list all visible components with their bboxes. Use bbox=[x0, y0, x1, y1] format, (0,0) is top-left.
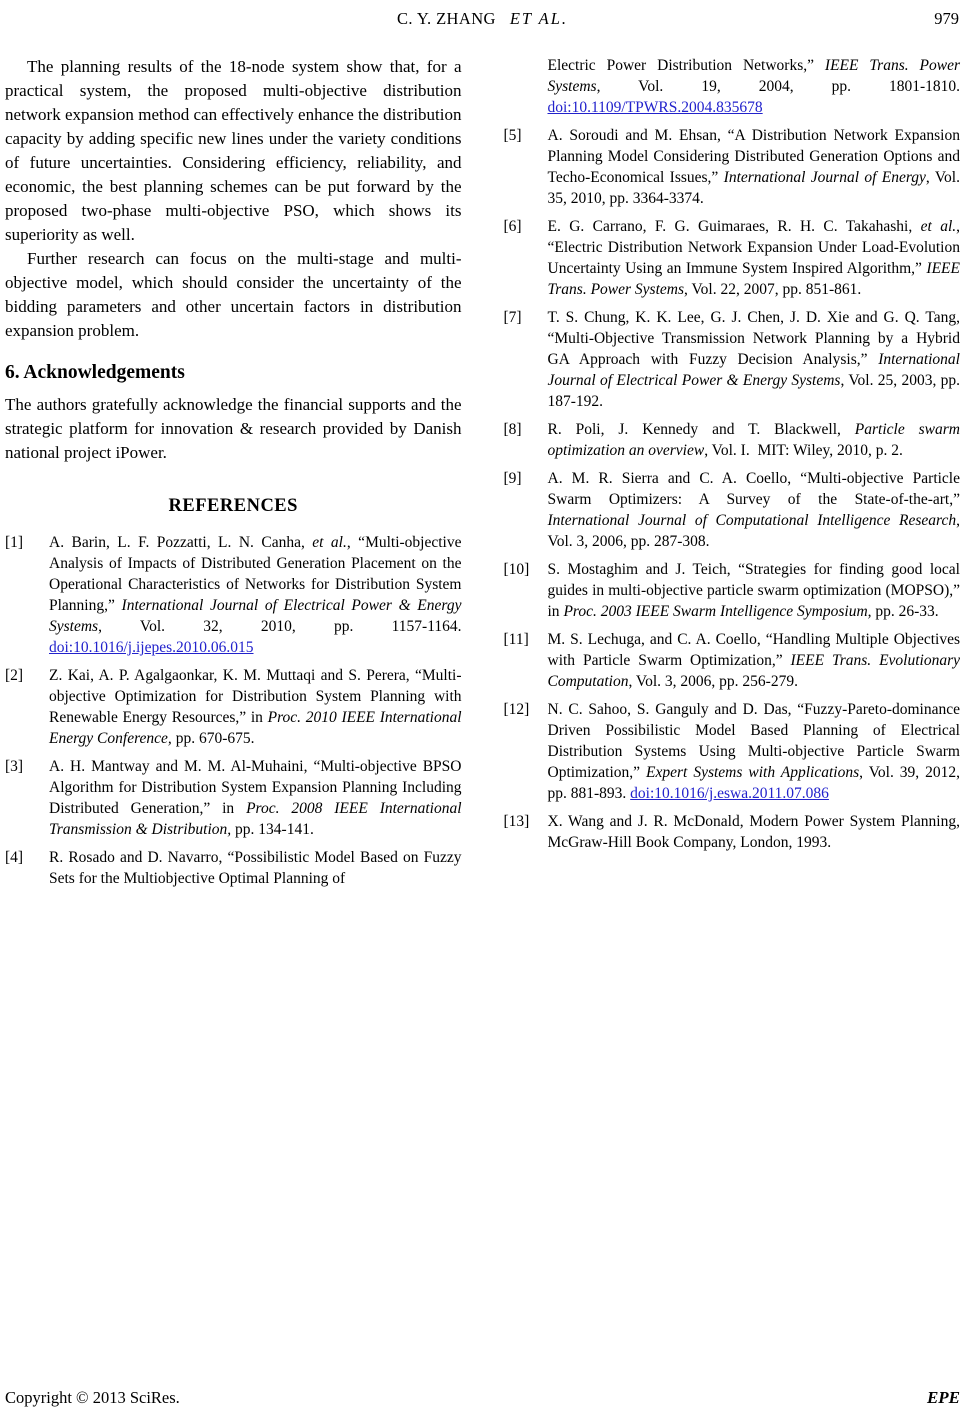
text-run: N. C. Sahoo, S. Ganguly and D. Das, “Fuzzy-Pareto-dominance Driven Possibilistic Model Based Planning of Electrical Distribution Systems Using Multi-objective Particle Swarm Optimization,” bbox=[547, 701, 960, 781]
acknowledgements-paragraph: The authors gratefully acknowledge the financial supports and the strategic platform for innovation & research provided by Danish national project iPower. bbox=[5, 395, 462, 462]
reference-text bbox=[548, 57, 961, 116]
text-run: , Vol. 25, 2003, pp. 187-192. bbox=[547, 372, 960, 410]
reference-label: [9] bbox=[503, 470, 522, 487]
reference-label: [5] bbox=[503, 127, 522, 144]
doi-link[interactable]: doi:10.1016/j.eswa.2011.07.086 bbox=[630, 785, 829, 802]
italic-text-run: Proc. 2010 IEEE International Energy Conference, bbox=[49, 709, 462, 747]
reference-label: [12] bbox=[503, 701, 530, 718]
italic-text-run: et al. bbox=[312, 534, 347, 551]
reference-item-1 bbox=[5, 532, 462, 658]
text-run: Z. Kai, A. P. Agalgaonkar, K. M. Muttaqi and S. Perera, “Multi-objective Optimization for Distribution System Planning with Renewable Energy Resources,” in bbox=[49, 667, 462, 726]
text-run: , “Electric Distribution Network Expansion Under Load-Evolution Uncertainty Using an Immune System Inspired Algorithm,” bbox=[547, 218, 961, 277]
conclusion-paragraph-2: Further research can focus on the multi-stage and multi-objective model, which should consider the uncertainty of the bidding parameters and other uncertain factors in distribution expansion problem. bbox=[5, 249, 462, 340]
italic-text-run: International Journal of Energy bbox=[723, 169, 926, 186]
reference-text bbox=[548, 631, 961, 690]
reference-label: [2] bbox=[5, 667, 24, 684]
doi-link[interactable]: doi:10.1016/j.ijepes.2010.06.015 bbox=[49, 639, 254, 656]
text-run: , Vol. 35, 2010, pp. 3364-3374. bbox=[547, 169, 960, 207]
references-heading: REFERENCES bbox=[168, 496, 298, 516]
italic-text-run: et al. bbox=[920, 218, 957, 235]
italic-text-run: IEEE Trans. Evolutionary Computation bbox=[547, 652, 960, 690]
text-run: A. H. Mantway and M. M. Al-Muhaini, “Multi-objective BPSO Algorithm for Distribution System Expansion Planning Including Distributed Generation,” in bbox=[49, 758, 462, 817]
reference-text bbox=[548, 127, 961, 207]
reference-text bbox=[548, 421, 960, 459]
reference-text bbox=[548, 813, 961, 851]
text-run: , Vol. I. MIT: Wiley, 2010, p. 2. bbox=[704, 442, 903, 459]
reference-text bbox=[548, 218, 961, 298]
page-number: 979 bbox=[934, 9, 959, 28]
italic-text-run: IEEE Trans. Power Systems bbox=[547, 260, 960, 298]
reference-label: [13] bbox=[503, 813, 530, 830]
running-head bbox=[0, 9, 965, 29]
text-run: T. S. Chung, K. K. Lee, G. J. Chen, J. D. Xie and G. Q. Tang, “Multi-Objective Transmission Network Planning by a Hybrid GA Approach with Fuzzy Decision Analysis,” bbox=[547, 309, 960, 368]
reference-item-6 bbox=[504, 216, 961, 300]
running-head-authors: C. Y. ZHANG bbox=[397, 9, 496, 28]
text-run: , Vol. 19, 2004, pp. 1801-1810. bbox=[596, 78, 960, 95]
reference-item-9 bbox=[504, 468, 961, 552]
reference-item-4 bbox=[5, 847, 462, 889]
reference-item-2 bbox=[5, 665, 462, 749]
text-run: M. S. Lechuga, and C. A. Coello, “Handling Multiple Objectives with Particle Swarm Optimization,” bbox=[547, 631, 960, 669]
text-run: R. Rosado and D. Navarro, “Possibilistic Model Based on Fuzzy Sets for the Multiobjective Optimal Planning of bbox=[49, 849, 462, 887]
reference-text bbox=[49, 758, 462, 838]
reference-label: [1] bbox=[5, 534, 24, 551]
text-run: , Vol. 3, 2006, pp. 287-308. bbox=[547, 512, 960, 550]
text-run: , Vol. 32, 2010, pp. 1157-1164. bbox=[98, 618, 462, 635]
italic-text-run: IEEE Trans. Power Systems bbox=[547, 57, 960, 95]
reference-text bbox=[49, 849, 462, 887]
text-run: , Vol. 3, 2006, pp. 256-279. bbox=[628, 673, 798, 690]
reference-text bbox=[49, 667, 462, 747]
italic-text-run: International Journal of Computational Intelligence Research bbox=[547, 512, 957, 529]
reference-label: [3] bbox=[5, 758, 24, 775]
reference-text bbox=[49, 534, 462, 656]
text-run: A. Soroudi and M. Ehsan, “A Distribution Network Expansion Planning Model Considering Distributed Generation Options and Techo-Economical Issues,” bbox=[547, 127, 960, 186]
text-run: pp. 26-33. bbox=[871, 603, 939, 620]
acknowledgements-heading: 6. Acknowledgements bbox=[5, 362, 185, 383]
running-head-etal: ET AL. bbox=[509, 9, 568, 28]
reference-item-11 bbox=[504, 629, 961, 692]
reference-label: [7] bbox=[503, 309, 522, 326]
italic-text-run: Expert Systems with Applications bbox=[646, 764, 860, 781]
reference-text bbox=[548, 561, 961, 620]
reference-label: [8] bbox=[503, 421, 522, 438]
text-run: E. G. Carrano, F. G. Guimaraes, R. H. C. Takahashi, bbox=[547, 218, 921, 235]
conclusion-paragraph-1: The planning results of the 18-node system show that, for a practical system, the proposed multi-objective distribution network expansion method can effectively enhance the distribution capacity by adding specific new lines under the variety conditions of future uncertainties. Considering efficiency, reliability, and economic, the best planning schemes can be put forward by the proposed two-phase multi-objective PSO, which shows its superiority as well. bbox=[5, 57, 462, 244]
text-run: , “Multi-objective Analysis of Impacts of Distributed Generation Placement on the Operational Characteristics of Networks for Distribution System Planning,” bbox=[49, 534, 462, 614]
italic-text-run: Proc. 2003 IEEE Swarm Intelligence Symposium, bbox=[563, 603, 872, 620]
journal-abbreviation: EPE bbox=[926, 1388, 960, 1407]
reference-item-10 bbox=[504, 559, 961, 622]
italic-text-run: International Journal of Electrical Power & Energy Systems bbox=[547, 351, 960, 389]
text-run: , Vol. 39, 2012, pp. 881-893. bbox=[547, 764, 961, 802]
reference-item-3 bbox=[5, 756, 462, 840]
italic-text-run: International Journal of Electrical Power & Energy Systems bbox=[49, 597, 462, 635]
reference-item-8 bbox=[504, 419, 961, 461]
reference-item-12 bbox=[504, 699, 961, 804]
reference-label: [11] bbox=[503, 631, 529, 648]
text-run: S. Mostaghim and J. Teich, “Strategies for finding good local guides in multi-objective particle swarm optimization (MOPSO),” in bbox=[547, 561, 960, 620]
italic-text-run: Proc. 2008 IEEE International Transmission & Distribution, bbox=[49, 800, 462, 838]
text-run: , Vol. 22, 2007, pp. 851-861. bbox=[684, 281, 862, 298]
text-run: Electric Power Distribution Networks,” bbox=[547, 57, 825, 74]
text-run: pp. 670-675. bbox=[171, 730, 255, 747]
text-run: pp. 134-141. bbox=[231, 821, 314, 838]
two-column-body bbox=[5, 55, 960, 896]
right-column bbox=[504, 55, 961, 896]
reference-label: [6] bbox=[503, 218, 522, 235]
reference-item-5 bbox=[504, 125, 961, 209]
reference-item-13 bbox=[504, 811, 961, 853]
text-run: R. Poli, J. Kennedy and T. Blackwell, bbox=[547, 421, 855, 438]
reference-text bbox=[548, 701, 961, 802]
page-footer bbox=[5, 1388, 960, 1408]
text-run: A. M. R. Sierra and C. A. Coello, “Multi-objective Particle Swarm Optimizers: A Survey of the State-of-the-art,” bbox=[547, 470, 960, 508]
reference-item-4-continued bbox=[504, 55, 961, 118]
left-column bbox=[5, 55, 462, 896]
reference-label: [4] bbox=[5, 849, 24, 866]
reference-text bbox=[548, 309, 961, 410]
reference-text bbox=[548, 470, 961, 550]
italic-text-run: Particle swarm optimization an overview bbox=[547, 421, 960, 459]
reference-item-7 bbox=[504, 307, 961, 412]
doi-link[interactable]: doi:10.1109/TPWRS.2004.835678 bbox=[547, 99, 763, 116]
reference-label: [10] bbox=[503, 561, 530, 578]
text-run: A. Barin, L. F. Pozzatti, L. N. Canha, bbox=[49, 534, 313, 551]
copyright-notice: Copyright © 2013 SciRes. bbox=[5, 1388, 180, 1407]
text-run: X. Wang and J. R. McDonald, Modern Power System Planning, McGraw-Hill Book Company, London, 1993. bbox=[547, 813, 960, 851]
